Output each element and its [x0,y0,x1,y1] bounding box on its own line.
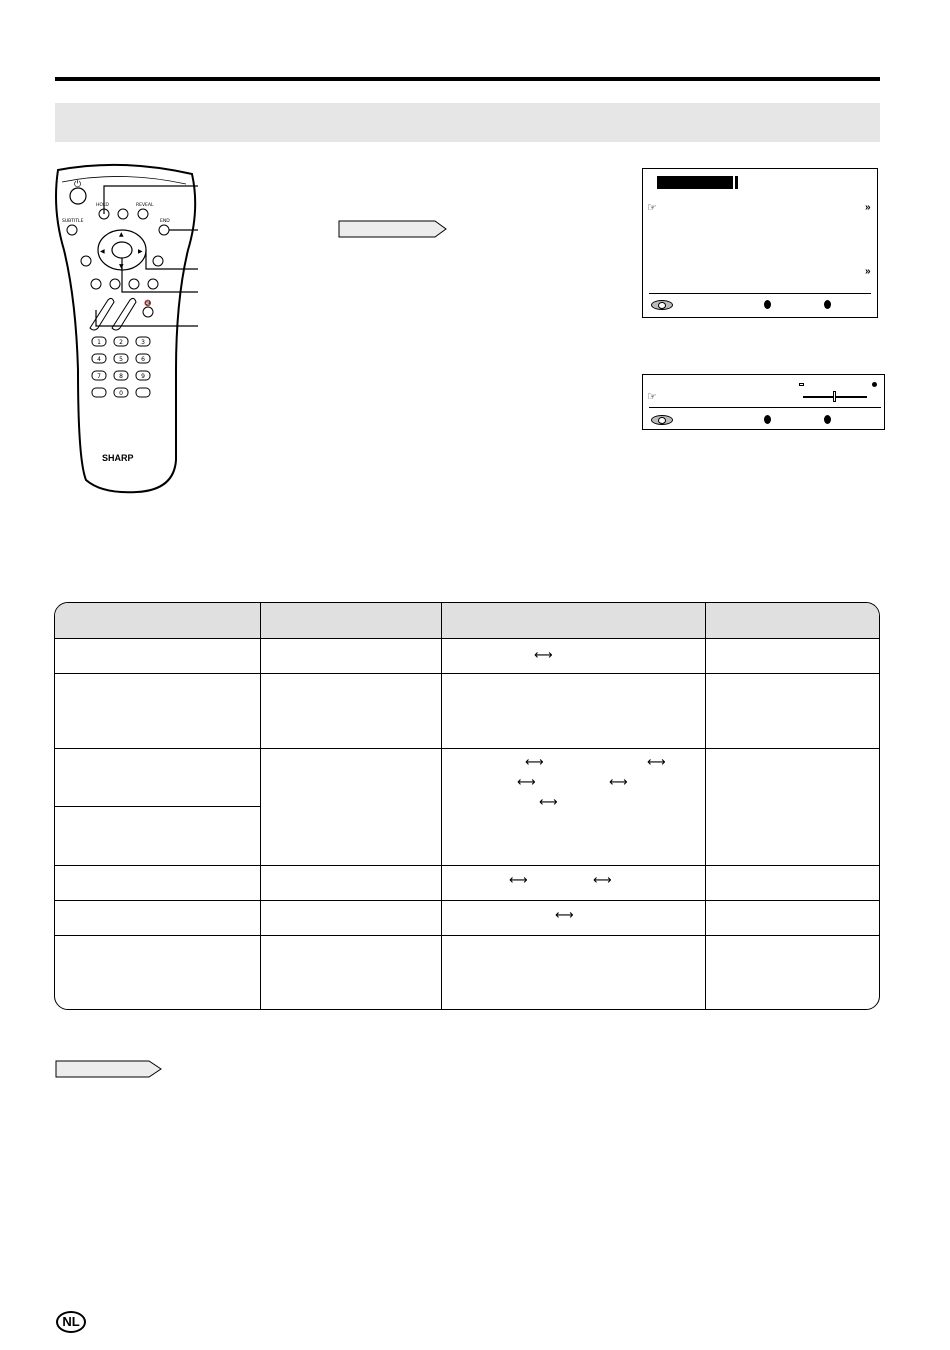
note-tag-top [338,220,448,238]
reveal-label: REVEAL [136,203,154,208]
double-arrow-icon: ⟷ [525,755,544,770]
double-arrow-icon: ⟷ [647,755,666,770]
hand-pointer-icon: ☞ [647,391,657,403]
double-arrow-icon: ⟷ [534,648,553,663]
button-dot-icon [824,415,831,424]
double-arrow-icon: ⟷ [555,908,574,923]
digit-4: 4 [97,356,101,363]
digit-6: 6 [141,356,145,363]
table-row-divider [55,900,880,901]
hand-pointer-icon: ☞ [647,202,657,214]
digit-0: 0 [119,390,123,397]
mute-symbol: 🔇 [144,300,152,307]
language-badge: NL [56,1311,86,1333]
chevron-icon: » [865,202,871,213]
minus-icon [799,383,804,386]
nav-pad-icon [651,415,673,425]
slider-knob [833,391,836,402]
osd-adjust-screen [642,374,885,430]
table-header-row [55,603,879,639]
table-row-divider [55,935,880,936]
osd-title-bar [657,176,735,189]
plus-icon [872,382,877,387]
end-label: END [160,219,170,224]
section-heading-bar [55,103,880,142]
column-divider [441,603,442,1010]
left-key: ◀ [100,248,105,255]
chevron-icon: » [865,266,871,277]
osd-title-tail [735,176,738,189]
digit-8: 8 [119,373,123,380]
column-divider [705,603,706,1010]
subtitle-label: SUBTITLE [62,219,84,224]
button-dot-icon [764,415,771,424]
note-tag-bottom [55,1060,163,1078]
digit-9: 9 [141,373,145,380]
settings-table [54,602,880,1010]
table-row-divider [55,748,880,749]
remote-control-illustration [52,160,212,500]
button-dot-icon [764,300,771,309]
down-key: ▼ [119,263,124,270]
top-rule [55,77,880,81]
right-key: ▶ [138,248,143,255]
double-arrow-icon: ⟷ [517,775,536,790]
digit-7: 7 [97,373,101,380]
hold-label: HOLD [96,203,109,208]
table-row-divider [55,806,260,807]
double-arrow-icon: ⟷ [509,873,528,888]
nav-pad-icon [651,300,673,310]
power-symbol: ⏻ [74,180,82,190]
table-row-divider [55,673,880,674]
remote-brand: SHARP [102,453,134,463]
digit-2: 2 [119,339,123,346]
digit-1: 1 [97,339,101,346]
table-row-divider [55,865,880,866]
digit-3: 3 [141,339,145,346]
double-arrow-icon: ⟷ [609,775,628,790]
osd-divider [649,293,871,294]
up-key: ▲ [119,231,124,238]
osd-divider [649,407,881,408]
double-arrow-icon: ⟷ [539,795,558,810]
osd-menu-screen [642,168,878,318]
double-arrow-icon: ⟷ [593,873,612,888]
digit-5: 5 [119,356,123,363]
column-divider [260,603,261,1010]
button-dot-icon [824,300,831,309]
